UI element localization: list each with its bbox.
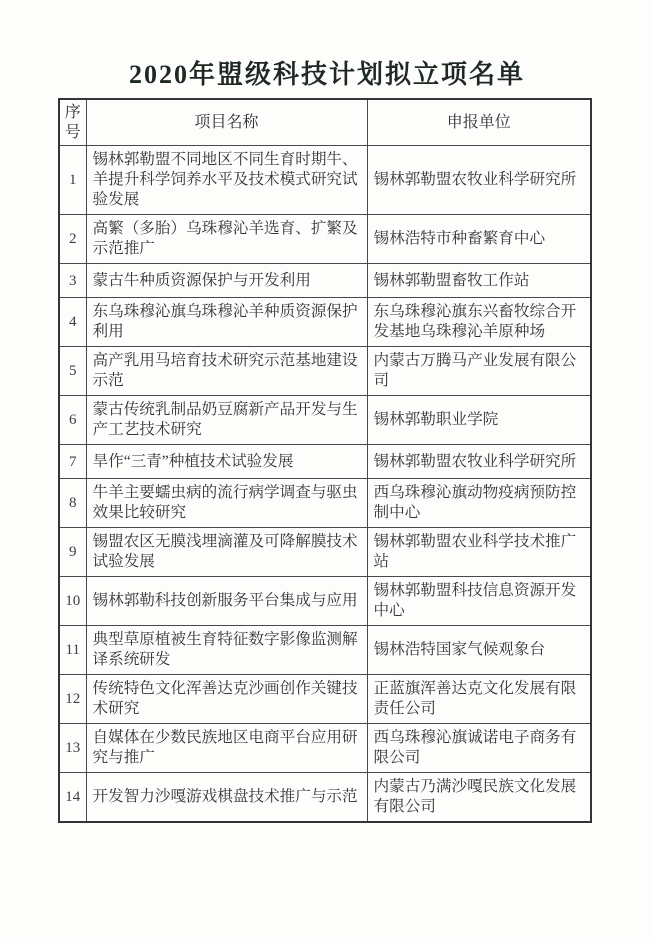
org-name-cell: 西乌珠穆沁旗诚诺电子商务有限公司 xyxy=(367,724,591,773)
table-row xyxy=(59,396,591,445)
row-number: 9 xyxy=(59,528,86,577)
project-name-cell: 传统特色文化浑善达克沙画创作关键技术研究 xyxy=(86,675,367,724)
org-name-cell: 锡林郭勒盟农牧业科学研究所 xyxy=(367,445,591,479)
row-number: 4 xyxy=(59,298,86,347)
project-name-cell: 高繁（多胎）乌珠穆沁羊选育、扩繁及示范推广 xyxy=(86,215,367,264)
header-row xyxy=(59,99,591,146)
org-name-cell: 锡林郭勒盟农牧业科学研究所 xyxy=(367,146,591,215)
header-project-name: 项目名称 xyxy=(86,99,367,146)
row-number: 3 xyxy=(59,264,86,298)
table-row xyxy=(59,724,591,773)
projects-table xyxy=(58,98,592,823)
table-row xyxy=(59,675,591,724)
org-name-cell: 锡林郭勒盟农业科学技术推广站 xyxy=(367,528,591,577)
project-name-cell: 蒙古牛种质资源保护与开发利用 xyxy=(86,264,367,298)
row-number: 2 xyxy=(59,215,86,264)
header-org: 申报单位 xyxy=(367,99,591,146)
org-name-cell: 锡林郭勒职业学院 xyxy=(367,396,591,445)
row-number: 5 xyxy=(59,347,86,396)
page-title: 2020年盟级科技计划拟立项名单 xyxy=(128,60,525,89)
row-number: 10 xyxy=(59,577,86,626)
project-name-cell: 锡林郭勒盟不同地区不同生育时期牛、羊提升科学饲养水平及技术模式研究试验发展 xyxy=(86,146,367,215)
row-number: 12 xyxy=(59,675,86,724)
org-name-cell: 锡林郭勒盟畜牧工作站 xyxy=(367,264,591,298)
project-name-cell: 牛羊主要蠕虫病的流行病学调查与驱虫效果比较研究 xyxy=(86,479,367,528)
project-name-cell: 自媒体在少数民族地区电商平台应用研究与推广 xyxy=(86,724,367,773)
table-row xyxy=(59,528,591,577)
table-row xyxy=(59,264,591,298)
row-number: 13 xyxy=(59,724,86,773)
row-number: 14 xyxy=(59,773,86,823)
project-name-cell: 典型草原植被生育特征数字影像监测解译系统研发 xyxy=(86,626,367,675)
project-name-cell: 开发智力沙嘎游戏棋盘技术推广与示范 xyxy=(86,773,367,823)
project-name-cell: 锡盟农区无膜浅埋滴灌及可降解膜技术试验发展 xyxy=(86,528,367,577)
project-name-cell: 高产乳用马培育技术研究示范基地建设示范 xyxy=(86,347,367,396)
project-name-cell: 蒙古传统乳制品奶豆腐新产品开发与生产工艺技术研究 xyxy=(86,396,367,445)
table-row xyxy=(59,626,591,675)
row-number: 7 xyxy=(59,445,86,479)
row-number: 6 xyxy=(59,396,86,445)
table-row xyxy=(59,773,591,823)
table-row xyxy=(59,298,591,347)
header-no: 序号 xyxy=(59,99,86,146)
org-name-cell: 内蒙古乃满沙嘎民族文化发展有限公司 xyxy=(367,773,591,823)
org-name-cell: 东乌珠穆沁旗东兴畜牧综合开发基地乌珠穆沁羊原种场 xyxy=(367,298,591,347)
project-name-cell: 锡林郭勒科技创新服务平台集成与应用 xyxy=(86,577,367,626)
org-name-cell: 锡林浩特市种畜繁育中心 xyxy=(367,215,591,264)
org-name-cell: 锡林浩特国家气候观象台 xyxy=(367,626,591,675)
table-row xyxy=(59,347,591,396)
row-number: 11 xyxy=(59,626,86,675)
document-page xyxy=(0,60,654,942)
row-number: 1 xyxy=(59,146,86,215)
table-row xyxy=(59,577,591,626)
table-row xyxy=(59,479,591,528)
table-row xyxy=(59,146,591,215)
project-name-cell: 旱作“三青”种植技术试验发展 xyxy=(86,445,367,479)
row-number: 8 xyxy=(59,479,86,528)
org-name-cell: 锡林郭勒盟科技信息资源开发中心 xyxy=(367,577,591,626)
org-name-cell: 西乌珠穆沁旗动物疫病预防控制中心 xyxy=(367,479,591,528)
table-row xyxy=(59,445,591,479)
table-row xyxy=(59,215,591,264)
org-name-cell: 正蓝旗浑善达克文化发展有限责任公司 xyxy=(367,675,591,724)
org-name-cell: 内蒙古万腾马产业发展有限公司 xyxy=(367,347,591,396)
project-name-cell: 东乌珠穆沁旗乌珠穆沁羊种质资源保护利用 xyxy=(86,298,367,347)
